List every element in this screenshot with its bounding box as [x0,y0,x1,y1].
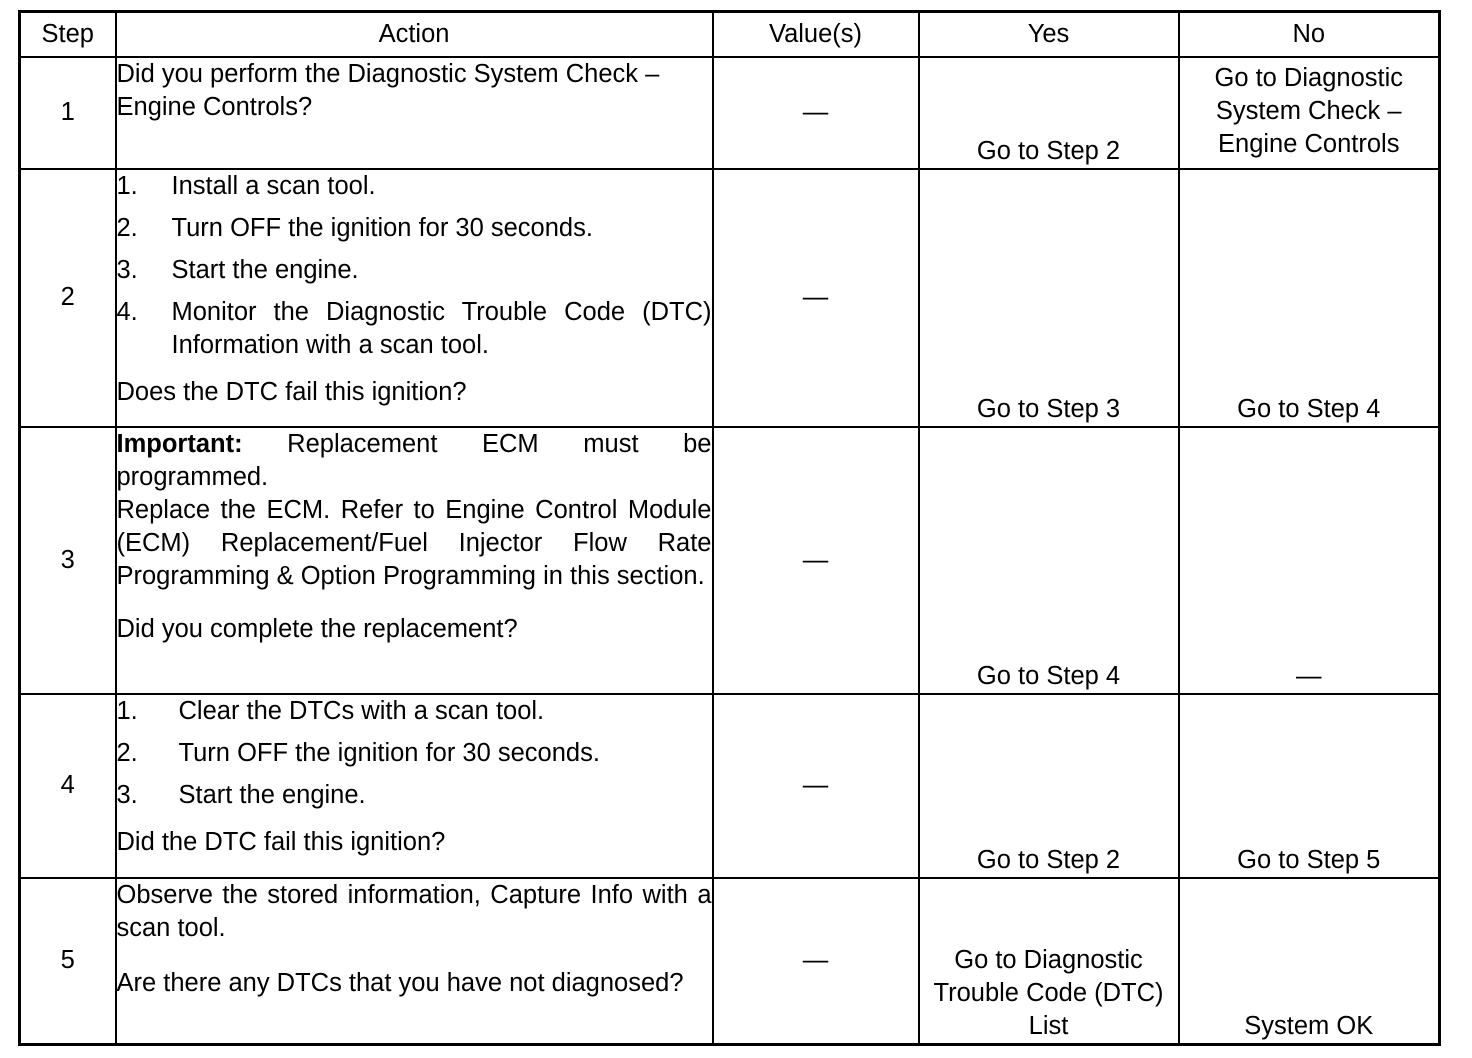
header-action: Action [116,12,713,57]
action-cell [116,878,713,1045]
table-row [20,694,1440,878]
instruction-list [117,695,712,812]
action-text: Did you perform the Diagnostic System Check – Engine Controls? [116,59,660,121]
header-step: Step [20,12,116,57]
item-number: 3. [116,255,138,284]
list-item [117,170,712,203]
step-number: 5 [20,878,116,1045]
value-cell: — [713,169,919,427]
header-no: No [1179,12,1440,57]
question-text: Are there any DTCs that you have not diagnosed? [116,968,684,997]
header-row [20,12,1440,57]
instruction-list [117,170,712,362]
no-cell: Go to Step 4 [1179,169,1440,427]
item-text: Clear the DTCs with a scan tool. [178,696,545,725]
value-cell: — [713,694,919,878]
item-text: Start the engine. [171,255,359,284]
item-number: 2. [116,738,138,767]
important-note [117,428,712,494]
no-cell: Go to Step 5 [1179,694,1440,878]
question-text: Does the DTC fail this ignition? [116,377,467,406]
action-text: Replace the ECM. Refer to Engine Control Module (ECM) Replacement/Fuel Injector Flow Rate Programming & Option Programming in this section. [116,495,712,590]
list-item [117,296,712,362]
action-cell [116,427,713,694]
item-text: Turn OFF the ignition for 30 seconds. [171,213,593,242]
table-row [20,57,1440,169]
item-text: Monitor the Diagnostic Trouble Code (DTC) Information with a scan tool. [171,297,712,359]
yes-cell: Go to Step 3 [919,169,1179,427]
item-number: 2. [116,213,138,242]
list-item [117,254,712,287]
header-values: Value(s) [713,12,919,57]
question-text: Did the DTC fail this ignition? [116,827,446,856]
item-number: 1. [116,171,138,200]
value-cell: — [713,427,919,694]
list-item [117,695,712,728]
yes-cell: Go to Diagnostic Trouble Code (DTC) List [919,878,1179,1045]
important-label: Important: [116,429,243,458]
step-number: 3 [20,427,116,694]
item-number: 4. [116,297,138,326]
list-item [117,737,712,770]
item-text: Turn OFF the ignition for 30 seconds. [178,738,600,767]
step-number: 4 [20,694,116,878]
no-cell: — [1179,427,1440,694]
action-cell [116,57,713,169]
item-number: 1. [116,696,138,725]
step-number: 1 [20,57,116,169]
step-number: 2 [20,169,116,427]
item-text: Install a scan tool. [171,171,376,200]
yes-cell: Go to Step 4 [919,427,1179,694]
yes-cell: Go to Step 2 [919,694,1179,878]
table-row [20,878,1440,1045]
item-number: 3. [116,780,138,809]
list-item [117,212,712,245]
action-text: Observe the stored information, Capture Info with a scan tool. [116,880,712,942]
table-row [20,169,1440,427]
important-text: Replacement ECM must be programmed. [116,429,712,491]
no-cell: Go to Diagnostic System Check – Engine Controls [1179,57,1440,169]
action-cell [116,694,713,878]
table-row [20,427,1440,694]
header-yes: Yes [919,12,1179,57]
value-cell: — [713,57,919,169]
no-cell: System OK [1179,878,1440,1045]
action-cell [116,169,713,427]
yes-cell: Go to Step 2 [919,57,1179,169]
list-item [117,779,712,812]
diagnostic-table [18,10,1441,1046]
item-text: Start the engine. [178,780,366,809]
question-text: Did you complete the replacement? [116,614,518,643]
value-cell: — [713,878,919,1045]
